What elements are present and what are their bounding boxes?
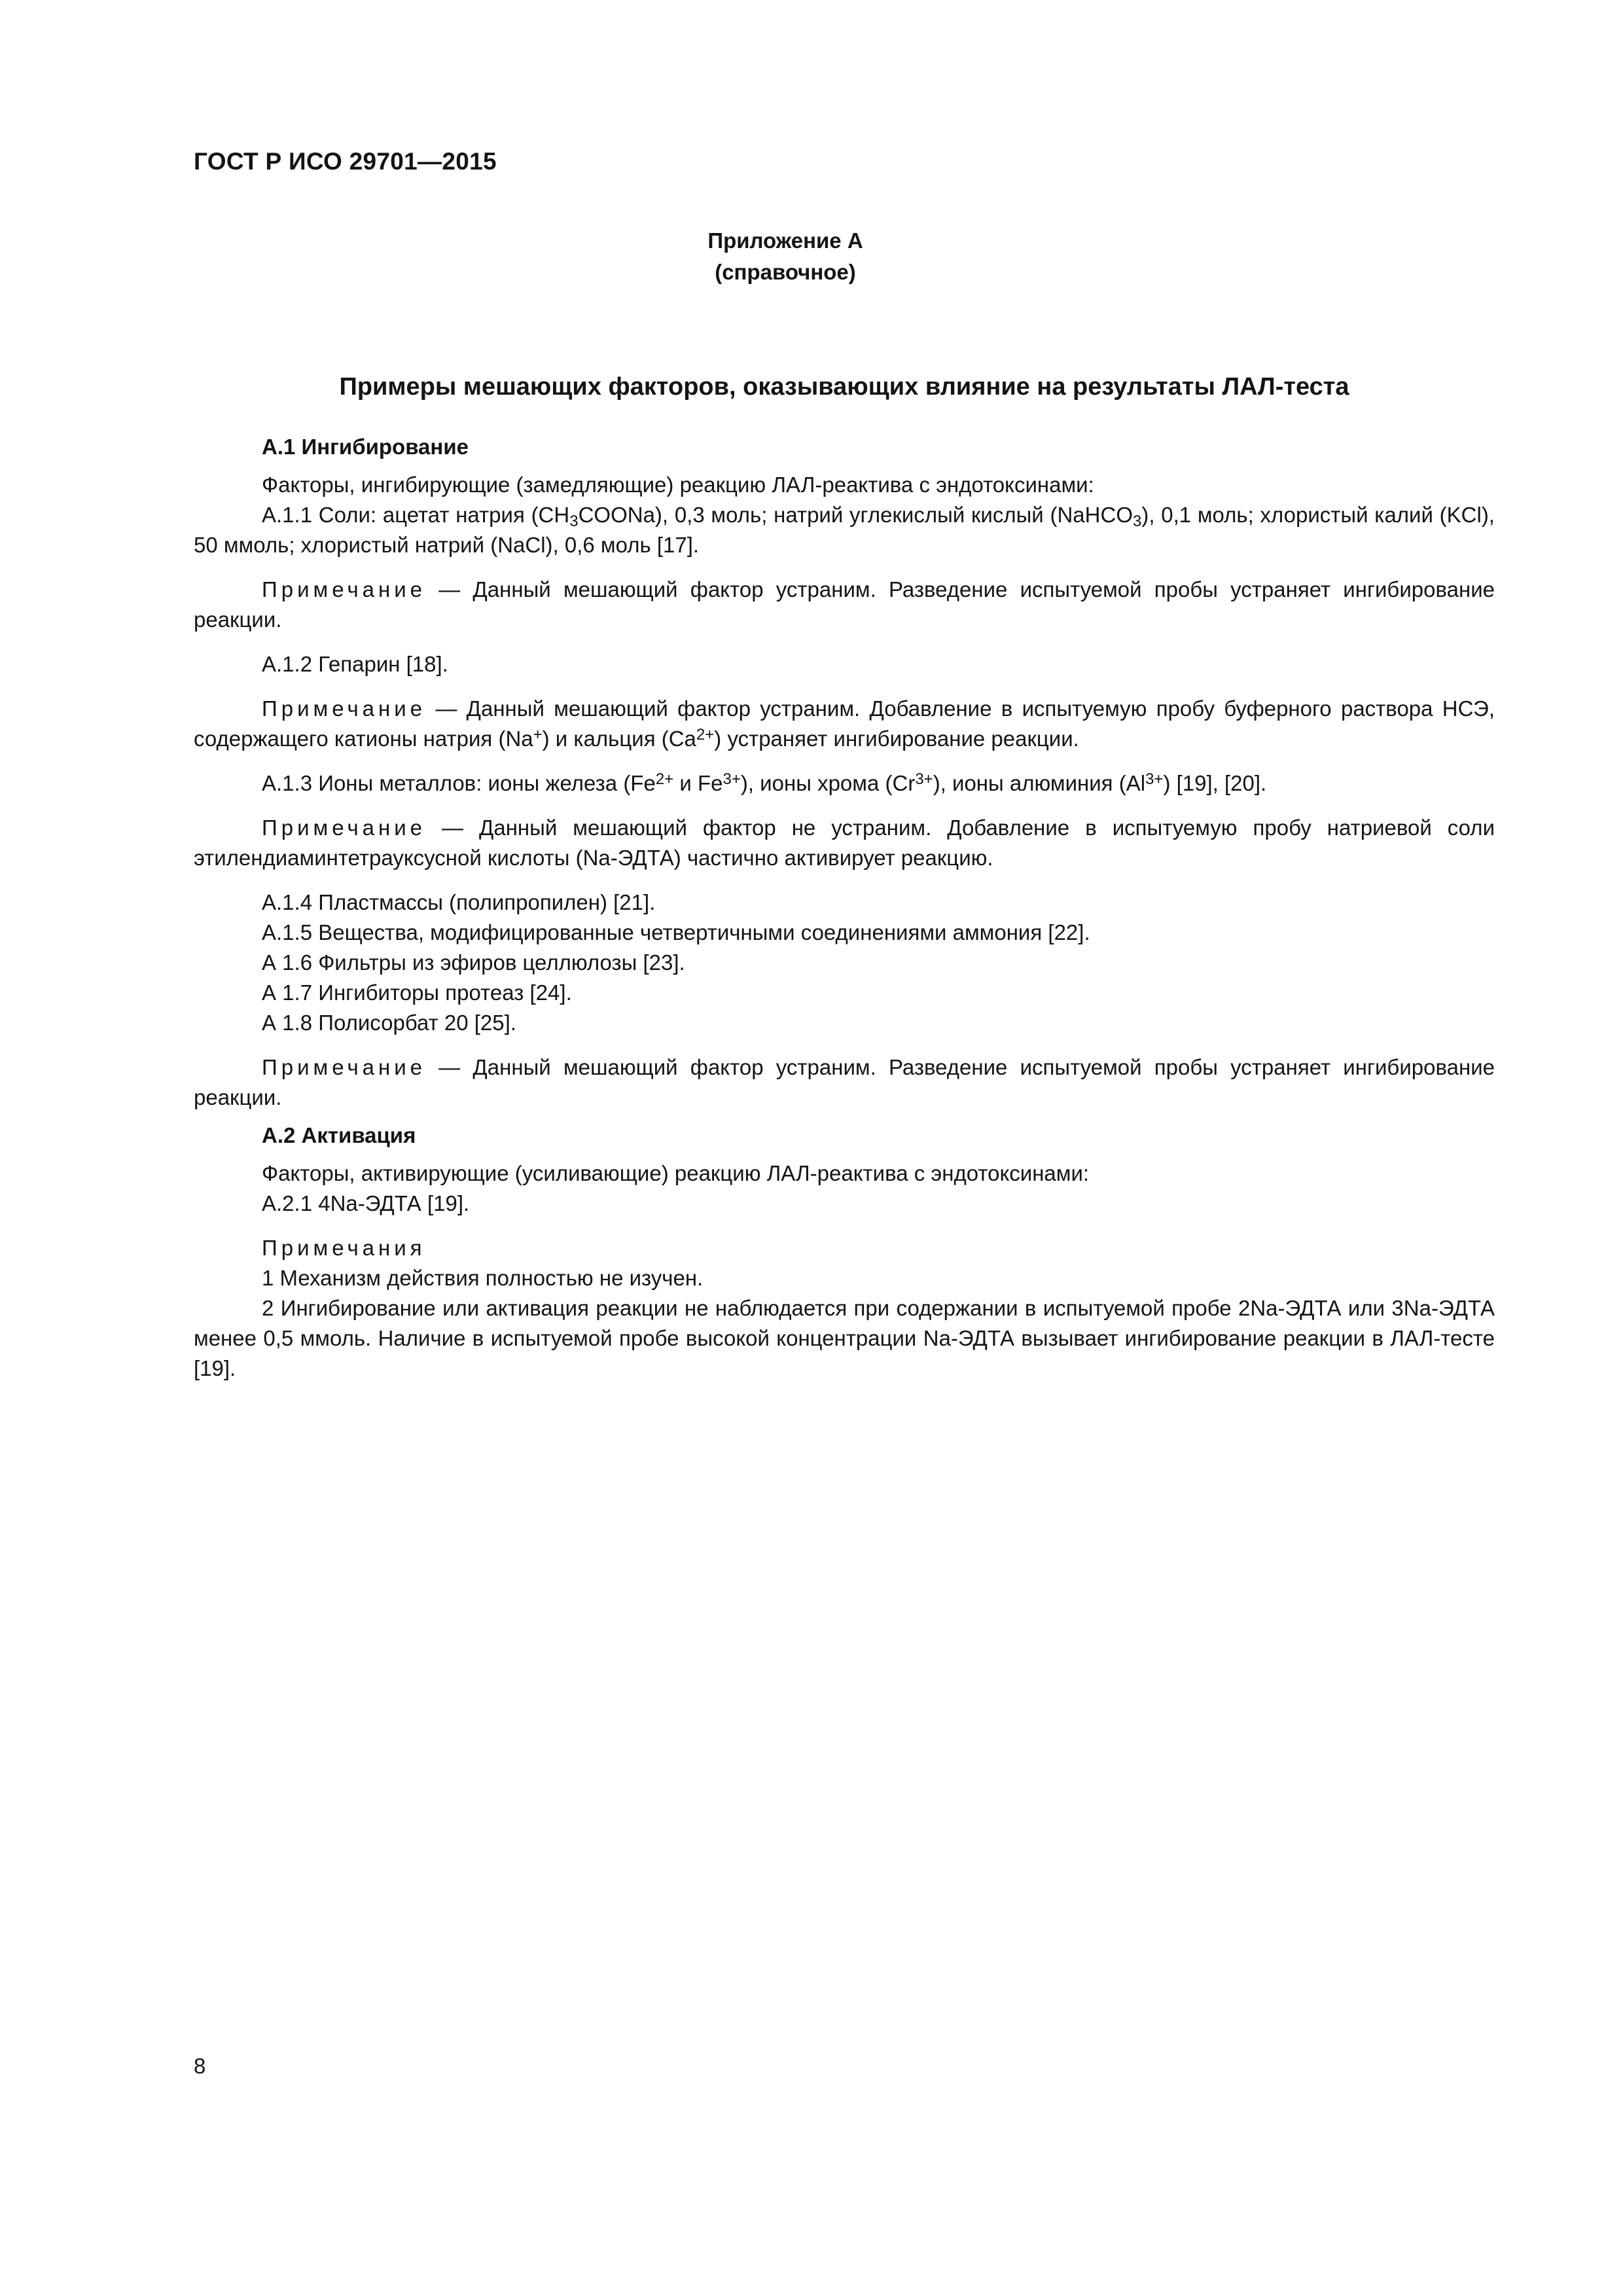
section-intro-a1: Факторы, ингибирующие (замедляющие) реакцию ЛАЛ-реактива с эндотоксинами:: [262, 473, 1094, 497]
notes-label: Примечания: [262, 1236, 426, 1260]
note-4: Примечание — Данный мешающий фактор устраним. Разведение испытуемой пробы устраняет ингибирование реакции.: [194, 1055, 1495, 1109]
page-number: 8: [194, 2054, 206, 2078]
item-a1-2: А.1.2 Гепарин [18].: [262, 652, 448, 676]
list-item: А 1.6 Фильтры из эфиров целлюлозы [23].: [262, 950, 685, 975]
section-heading-a2: А.2 Активация: [262, 1123, 416, 1147]
annex-kind: (справочное): [715, 260, 856, 284]
annex-body: [194, 432, 1495, 1384]
note-label: Примечание: [262, 577, 427, 601]
note-label: Примечание: [262, 816, 427, 840]
list-item: А 1.8 Полисорбат 20 [25].: [262, 1011, 516, 1035]
annex-heading: [589, 225, 982, 288]
item-a2-1: А.2.1 4Na-ЭДТА [19].: [262, 1191, 470, 1215]
note-label: Примечание: [262, 1055, 427, 1079]
section-intro-a2: Факторы, активирующие (усиливающие) реакцию ЛАЛ-реактива с эндотоксинами:: [262, 1161, 1090, 1185]
note-3: Примечание — Данный мешающий фактор не устраним. Добавление в испытуемую пробу натриевой соли этилендиаминтетрауксусной кислоты (Na-ЭДТА) частично активирует реакцию.: [194, 816, 1495, 870]
note-item: 1 Механизм действия полностью не изучен.: [262, 1266, 704, 1290]
list-item: А.1.5 Вещества, модифицированные четвертичными соединениями аммония [22].: [262, 920, 1090, 944]
document-code-header: ГОСТ Р ИСО 29701—2015: [194, 148, 497, 175]
list-item: А.1.4 Пластмассы (полипропилен) [21].: [262, 890, 656, 914]
list-item: А 1.7 Ингибиторы протеаз [24].: [262, 980, 572, 1005]
section-heading-a1: А.1 Ингибирование: [262, 435, 469, 459]
note-item: 2 Ингибирование или активация реакции не наблюдается при содержании в испытуемой пробе 2Na-ЭДТА или 3Na-ЭДТА менее 0,5 ммоль. Наличие в испытуемой пробе высокой концентрации Na-ЭДТА вызывает ингибирование реакции в ЛАЛ-тесте [19].: [194, 1296, 1495, 1380]
item-a1-3: А.1.3 Ионы металлов: ионы железа ($Fe^{2+}$ и $Fe^{3+}$), ионы хрома $(Cr^{3+})$, ионы алюминия $(Al^{3+})$ [19], [20].: [262, 770, 1267, 795]
note-1: Примечание — Данный мешающий фактор устраним. Разведение испытуемой пробы устраняет ингибирование реакции.: [194, 577, 1495, 632]
item-a1-1: А.1.1 Соли: ацетат натрия $(CH_3COONa)$, 0,3 моль; натрий углекислый кислый (NaHCO$_3$), 0,1 моль; хлористый калий (KCl), 50 ммоль; хлористый натрий (NaCl), 0,6 моль [17].: [194, 503, 1495, 557]
annex-title: Примеры мешающих факторов, оказывающих влияние на результаты ЛАЛ-теста: [339, 373, 1349, 401]
annex-label: Приложение А: [707, 228, 863, 253]
note-2: Примечание — Данный мешающий фактор устраним. Добавление в испытуемую пробу буферного раствора НСЭ, содержащего катионы натрия (Na+) и кальция $(Ca^{2+})$ устраняет ингибирование реакции.: [194, 696, 1495, 751]
note-label: Примечание: [262, 696, 427, 721]
